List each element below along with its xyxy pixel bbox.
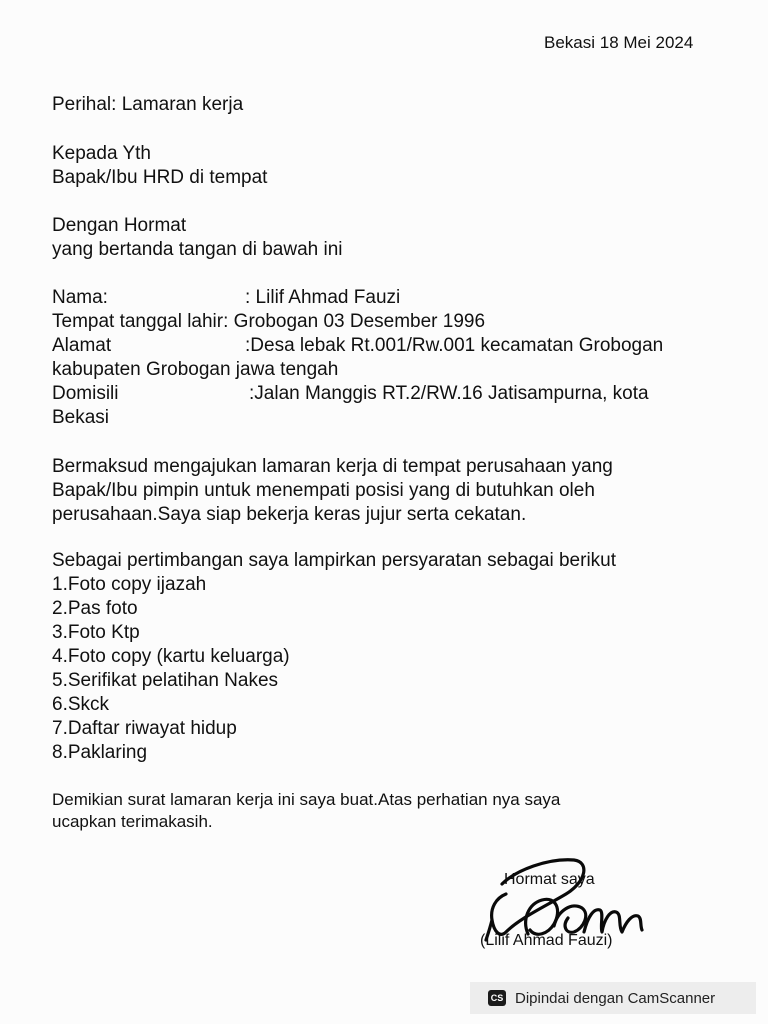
attachment-item: 7.Daftar riwayat hidup — [52, 718, 237, 739]
signatory-name: (Lilif Ahmad Fauzi) — [480, 932, 613, 949]
camscanner-watermark — [470, 982, 756, 1014]
camscanner-logo-icon: CS — [488, 990, 506, 1006]
closing-line-1: Demikian surat lamaran kerja ini saya buat.Atas perhatian nya saya — [52, 790, 561, 809]
handwritten-signature — [476, 848, 652, 952]
address-continuation: kabupaten Grobogan jawa tengah — [52, 359, 339, 380]
signoff-label: Hormat saya — [504, 871, 595, 888]
birth-line: Tempat tanggal lahir: Grobogan 03 Desember 1996 — [52, 311, 486, 332]
attachment-item: 3.Foto Ktp — [52, 622, 140, 643]
attachment-item: 8.Paklaring — [52, 742, 148, 763]
recipient-line-1: Kepada Yth — [52, 143, 151, 164]
address-label: Alamat — [52, 335, 112, 356]
address-value: :Desa lebak Rt.001/Rw.001 kecamatan Grobogan — [245, 335, 664, 356]
attachment-item: 4.Foto copy (kartu keluarga) — [52, 646, 290, 667]
attachment-item: 1.Foto copy ijazah — [52, 574, 207, 595]
letter-date: Bekasi 18 Mei 2024 — [544, 33, 694, 52]
attachment-item: 5.Serifikat pelatihan Nakes — [52, 670, 279, 691]
letter-subject: Perihal: Lamaran kerja — [52, 94, 244, 115]
recipient-line-2: Bapak/Ibu HRD di tempat — [52, 167, 268, 188]
name-value: : Lilif Ahmad Fauzi — [245, 287, 401, 308]
closing-line-2: ucapkan terimakasih. — [52, 812, 213, 831]
domicile-continuation: Bekasi — [52, 407, 110, 428]
greeting-line-2: yang bertanda tangan di bawah ini — [52, 239, 343, 260]
attachments-intro: Sebagai pertimbangan saya lampirkan persyaratan sebagai berikut — [52, 550, 617, 571]
name-label: Nama: — [52, 287, 108, 308]
attachment-item: 2.Pas foto — [52, 598, 138, 619]
intent-line-2: Bapak/Ibu pimpin untuk menempati posisi yang di butuhkan oleh — [52, 480, 595, 501]
attachment-item: 6.Skck — [52, 694, 110, 715]
watermark-text: Dipindai dengan CamScanner — [515, 989, 716, 1007]
greeting-line-1: Dengan Hormat — [52, 215, 187, 236]
domicile-label: Domisili — [52, 383, 119, 404]
intent-line-3: perusahaan.Saya siap bekerja keras jujur serta cekatan. — [52, 504, 527, 525]
domicile-value: :Jalan Manggis RT.2/RW.16 Jatisampurna, kota — [249, 383, 649, 404]
intent-line-1: Bermaksud mengajukan lamaran kerja di tempat perusahaan yang — [52, 456, 613, 477]
